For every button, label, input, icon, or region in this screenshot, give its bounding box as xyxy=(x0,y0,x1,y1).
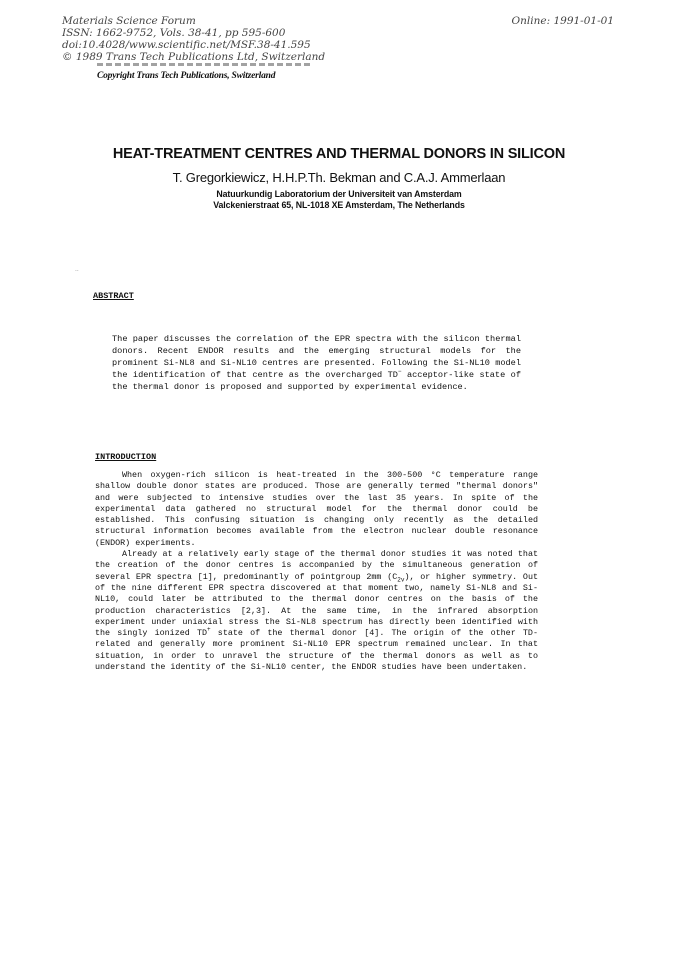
introduction-paragraph-2 xyxy=(95,549,538,673)
online-date: Online: 1991-01-01 xyxy=(511,15,614,27)
abstract-heading: ABSTRACT xyxy=(93,291,134,301)
journal-doi[interactable]: doi:10.4028/www.scientific.net/MSF.38-41.595 xyxy=(62,39,311,51)
affiliation xyxy=(0,189,678,211)
paragraph-2-part-b: ), or higher symmetry. Out of the nine different EPR spectra discovered at that moment two, namely Si-NL8 and Si-NL10, could later be attributed to the thermal donor centres on the basis of the production characteristics [2,3]. At the same time, in the infrared absorption experiment under uniaxial stress the Si-NL8 spectrum has directly been identified with the singly ionized TD xyxy=(95,571,539,639)
abstract-text-a: The paper discusses the correlation of the EPR spectra with the silicon thermal donors. Recent ENDOR results and the emerging structural models for the prominent Si-NL8 and Si-NL10 centres are presented. Following the Si-NL10 model the identification of that centre as the overcharged TD xyxy=(112,334,521,380)
abstract-text xyxy=(112,333,521,393)
journal-name: Materials Science Forum xyxy=(62,15,196,27)
journal-metadata xyxy=(62,15,392,63)
paper-title: HEAT-TREATMENT CENTRES AND THERMAL DONORS IN SILICON xyxy=(112,146,566,162)
paragraph-2-part-a: Already at a relatively early stage of the thermal donor studies it was noted that the creation of the donor centres is accompanied by the simultaneous generation of several EPR spectra [1], predominantly of pointgroup 2mm (C xyxy=(95,549,538,582)
abstract-text-b: acceptor-like state of the thermal donor is proposed and supported by experimental evidence. xyxy=(112,370,521,392)
abstract-superscript: − xyxy=(397,368,402,376)
paper-authors: T. Gregorkiewicz, H.H.P.Th. Bekman and C.A.J. Ammerlaan xyxy=(172,170,506,185)
pointgroup-subscript: 2v xyxy=(397,576,405,584)
introduction-text xyxy=(95,470,538,673)
header-smudge xyxy=(97,63,312,66)
journal-copyright: © 1989 Trans Tech Publications Ltd, Switzerland xyxy=(62,51,326,63)
affiliation-line-1: Natuurkundig Laboratorium der Universiteit van Amsterdam xyxy=(216,189,462,199)
journal-issn: ISSN: 1662-9752, Vols. 38-41, pp 595-600 xyxy=(62,27,286,39)
paragraph-2-part-c: state of the thermal donor [4]. The origin of the other TD-related and generally more prominent Si-NL10 EPR spectrum remained unclear. In that situation, in order to unravel the structure of the thermal donors as well as to understand the identity of the Si-NL10 center, the ENDOR studies have been undertaken. xyxy=(95,628,538,673)
copyright-line: Copyright Trans Tech Publications, Switzerland xyxy=(97,71,276,81)
scan-speck: .. xyxy=(75,266,79,273)
introduction-heading: INTRODUCTION xyxy=(95,452,157,462)
introduction-paragraph-1: When oxygen-rich silicon is heat-treated in the 300-500 °C temperature range shallow double donor states are produced. Those are generally termed "thermal donors" and were subjected to intensive studies over the last 35 years. In spite of the experimental data gathered no structural model for the thermal donor could be established. This confusing situation is changing only recently as the detailed structural information becomes available from the electron nuclear double resonance (ENDOR) experiments. xyxy=(95,470,538,548)
affiliation-line-2: Valckenierstraat 65, NL-1018 XE Amsterdam, The Netherlands xyxy=(213,200,465,210)
charge-superscript: + xyxy=(207,626,211,634)
